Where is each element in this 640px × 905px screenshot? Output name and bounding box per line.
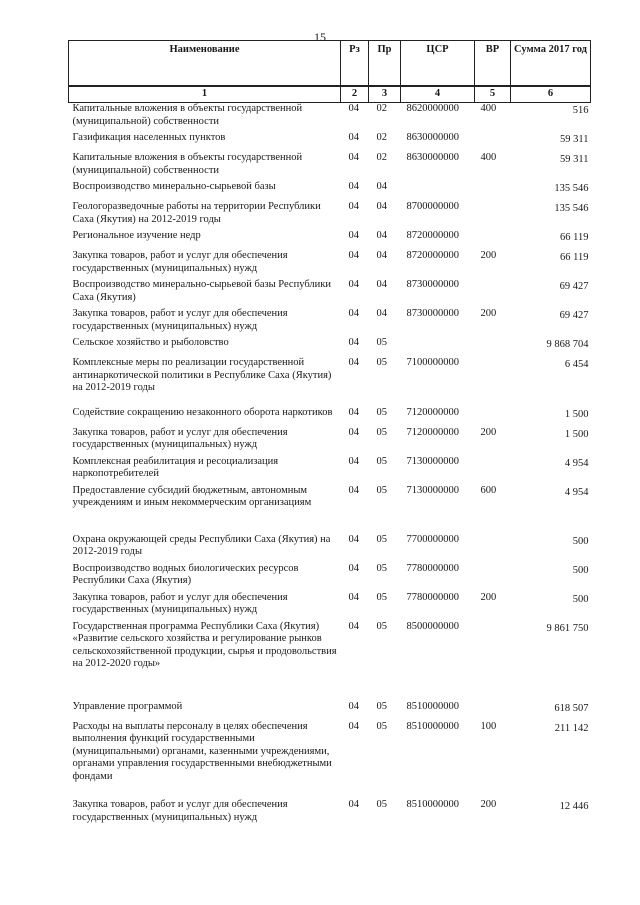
row-pr-cell: 05	[376, 455, 387, 467]
row-pr-cell: 02	[376, 103, 387, 114]
row-sum-cell: 1 500	[564, 408, 589, 420]
row-csr-cell: 8500000000	[406, 620, 459, 632]
row-rz-cell: 04	[348, 230, 359, 241]
row-sum-cell: 9 861 750	[546, 622, 589, 634]
row-name-cell: Воспроизводство минерально-сырьевой базы	[72, 181, 276, 192]
table-row	[69, 103, 591, 133]
table-row	[69, 230, 591, 250]
row-vr-cell	[475, 407, 511, 427]
row-rz-cell: 04	[348, 250, 359, 261]
row-pr-cell: 05	[376, 426, 387, 438]
row-pr-cell: 05	[376, 562, 387, 574]
row-vr-cell: 200	[480, 308, 497, 319]
table-row	[69, 308, 591, 337]
header-csr: ЦСР	[401, 41, 475, 87]
row-csr-cell: 7120000000	[406, 406, 459, 418]
row-csr-cell: 8720000000	[406, 230, 459, 241]
header-sum: Сумма 2017 год	[511, 41, 591, 87]
row-csr-cell: 8510000000	[406, 720, 459, 732]
row-name-cell: Воспроизводство водных биологических ресурсов Республики Саха (Якутия)	[72, 562, 299, 586]
row-rz-cell: 04	[348, 337, 359, 348]
row-name-cell: Геологоразведочные работы на территории Республики Саха (Якутия) на 2012-2019 годы	[72, 201, 321, 225]
table-row	[69, 621, 591, 701]
row-pr-cell: 04	[376, 308, 387, 319]
row-csr-cell: 8510000000	[406, 700, 459, 712]
row-csr-cell: 8510000000	[406, 799, 459, 810]
row-name-cell: Предоставление субсидий бюджетным, автономным учреждениям и иным некоммерческим организациям	[72, 484, 312, 508]
row-pr-cell: 04	[376, 181, 387, 192]
row-sum-cell: 4 954	[564, 457, 589, 469]
row-sum-cell: 500	[572, 564, 589, 576]
row-vr-cell	[475, 279, 511, 308]
row-sum-cell: 4 954	[564, 486, 589, 498]
row-csr-cell: 8730000000	[406, 308, 459, 319]
row-rz-cell: 04	[348, 455, 359, 467]
table-row	[69, 337, 591, 357]
row-pr-cell: 04	[376, 279, 387, 290]
row-csr-cell	[401, 181, 475, 201]
row-pr-cell: 05	[376, 406, 387, 418]
table-row	[69, 407, 591, 427]
row-rz-cell: 04	[348, 720, 359, 732]
row-name-cell: Газификация населенных пунктов	[72, 132, 226, 143]
row-pr-cell: 05	[376, 484, 387, 496]
row-sum-cell: 618 507	[554, 702, 589, 714]
row-pr-cell: 05	[376, 799, 387, 810]
row-csr-cell: 8730000000	[406, 279, 459, 290]
header-vr: ВР	[475, 41, 511, 87]
table-row	[69, 721, 591, 800]
row-name-cell: Комплексные меры по реализации государственной антинаркотической политики в Республике Саха (Якутия) на 2012-2019 годы	[72, 357, 332, 393]
row-sum-cell: 500	[572, 593, 589, 605]
row-vr-cell: 200	[480, 799, 497, 810]
table-row	[69, 563, 591, 592]
row-name-cell: Воспроизводство минерально-сырьевой базы Республики Саха (Якутия)	[72, 279, 331, 303]
table-body	[69, 103, 591, 829]
row-vr-cell: 600	[480, 484, 497, 496]
table-row	[69, 152, 591, 181]
row-pr-cell: 02	[376, 132, 387, 143]
column-number: 1	[69, 86, 341, 103]
row-pr-cell: 04	[376, 201, 387, 212]
row-sum-cell: 66 119	[560, 232, 589, 243]
row-rz-cell: 04	[348, 357, 359, 368]
row-name-cell: Капитальные вложения в объекты государственной (муниципальной) собственности	[72, 103, 303, 127]
row-csr-cell: 7780000000	[406, 562, 459, 574]
table-row	[69, 799, 591, 828]
row-sum-cell: 59 311	[560, 134, 589, 145]
row-pr-cell: 02	[376, 152, 387, 163]
row-sum-cell: 12 446	[559, 801, 589, 812]
row-rz-cell: 04	[348, 103, 359, 114]
row-name-cell: Закупка товаров, работ и услуг для обеспечения государственных (муниципальных) нужд	[72, 426, 288, 450]
row-csr-cell: 7700000000	[406, 533, 459, 545]
row-csr-cell: 8620000000	[406, 103, 459, 114]
row-sum-cell: 6 454	[564, 359, 589, 370]
row-sum-cell: 500	[572, 535, 589, 547]
row-sum-cell: 135 546	[554, 183, 589, 194]
row-rz-cell: 04	[348, 279, 359, 290]
row-vr-cell	[475, 456, 511, 485]
column-number: 4	[401, 86, 475, 103]
row-vr-cell	[475, 621, 511, 701]
table-row	[69, 250, 591, 279]
row-rz-cell: 04	[348, 700, 359, 712]
row-vr-cell	[475, 181, 511, 201]
row-name-cell: Сельское хозяйство и рыболовство	[72, 337, 229, 348]
row-csr-cell	[401, 337, 475, 357]
row-csr-cell: 7130000000	[406, 484, 459, 496]
table-row	[69, 485, 591, 534]
row-csr-cell: 8630000000	[406, 152, 459, 163]
row-vr-cell	[475, 132, 511, 152]
column-number: 2	[341, 86, 369, 103]
budget-table	[68, 40, 591, 828]
row-name-cell: Содействие сокращению незаконного оборота наркотиков	[72, 406, 333, 418]
table-row	[69, 279, 591, 308]
row-name-cell: Капитальные вложения в объекты государственной (муниципальной) собственности	[72, 152, 303, 176]
row-sum-cell: 69 427	[559, 310, 589, 321]
row-pr-cell: 05	[376, 620, 387, 632]
row-name-cell: Закупка товаров, работ и услуг для обеспечения государственных (муниципальных) нужд	[72, 308, 288, 332]
row-vr-cell: 400	[480, 103, 497, 114]
row-rz-cell: 04	[348, 152, 359, 163]
row-vr-cell	[475, 201, 511, 230]
row-pr-cell: 04	[376, 250, 387, 261]
row-name-cell: Закупка товаров, работ и услуг для обеспечения государственных (муниципальных) нужд	[72, 250, 288, 274]
row-vr-cell: 200	[480, 250, 497, 261]
row-pr-cell: 04	[376, 230, 387, 241]
row-vr-cell: 200	[480, 426, 497, 438]
row-rz-cell: 04	[348, 591, 359, 603]
row-vr-cell	[475, 230, 511, 250]
row-rz-cell: 04	[348, 533, 359, 545]
table-row	[69, 427, 591, 456]
row-csr-cell: 8720000000	[406, 250, 459, 261]
row-csr-cell: 8630000000	[406, 132, 459, 143]
row-vr-cell	[475, 357, 511, 407]
row-name-cell: Расходы на выплаты персоналу в целях обеспечения выполнения функций государственными (муниципальными) органами, казенными учреждениями, органами управления государственными внебюджетными фондами	[72, 720, 332, 782]
row-pr-cell: 05	[376, 720, 387, 732]
column-number: 5	[475, 86, 511, 103]
row-name-cell: Управление программой	[72, 700, 183, 712]
row-sum-cell: 516	[572, 105, 589, 116]
row-rz-cell: 04	[348, 620, 359, 632]
row-pr-cell: 05	[376, 533, 387, 545]
row-pr-cell: 05	[376, 700, 387, 712]
row-pr-cell: 05	[376, 337, 387, 348]
row-vr-cell	[475, 534, 511, 563]
row-sum-cell: 69 427	[559, 281, 589, 292]
row-vr-cell	[475, 563, 511, 592]
row-vr-cell	[475, 337, 511, 357]
column-number-row	[69, 86, 591, 103]
row-vr-cell	[475, 701, 511, 721]
row-pr-cell: 05	[376, 591, 387, 603]
row-sum-cell: 135 546	[554, 203, 589, 214]
header-pr: Пр	[369, 41, 401, 87]
table-row	[69, 181, 591, 201]
row-vr-cell: 100	[480, 720, 497, 732]
row-sum-cell: 59 311	[560, 154, 589, 165]
row-csr-cell: 8700000000	[406, 201, 459, 212]
row-pr-cell: 05	[376, 357, 387, 368]
row-csr-cell: 7780000000	[406, 591, 459, 603]
row-name-cell: Региональное изучение недр	[72, 230, 201, 241]
header-row	[69, 41, 591, 87]
row-rz-cell: 04	[348, 799, 359, 810]
table-row	[69, 592, 591, 621]
header-name: Наименование	[69, 41, 341, 87]
table-row	[69, 534, 591, 563]
row-csr-cell: 7130000000	[406, 455, 459, 467]
row-rz-cell: 04	[348, 201, 359, 212]
row-rz-cell: 04	[348, 406, 359, 418]
budget-sheet	[68, 40, 590, 828]
page-number: 15	[314, 30, 326, 44]
row-rz-cell: 04	[348, 484, 359, 496]
row-rz-cell: 04	[348, 181, 359, 192]
table-row	[69, 132, 591, 152]
row-name-cell: Охрана окружающей среды Республики Саха (Якутия) на 2012-2019 годы	[72, 533, 331, 557]
row-rz-cell: 04	[348, 426, 359, 438]
table-row	[69, 701, 591, 721]
row-name-cell: Комплексная реабилитация и ресоциализация наркопотребителей	[72, 455, 279, 479]
row-sum-cell: 66 119	[560, 252, 589, 263]
row-name-cell: Закупка товаров, работ и услуг для обеспечения государственных (муниципальных) нужд	[72, 799, 288, 823]
row-sum-cell: 1 500	[564, 428, 589, 440]
column-number: 3	[369, 86, 401, 103]
row-name-cell: Государственная программа Республики Саха (Якутия) «Развитие сельского хозяйства и регулирование рынков сельскохозяйственной продукции, сырья и продовольствия на 2012-2020 годы»	[72, 620, 337, 669]
row-rz-cell: 04	[348, 132, 359, 143]
row-csr-cell: 7120000000	[406, 426, 459, 438]
row-vr-cell: 200	[480, 591, 497, 603]
row-csr-cell: 7100000000	[406, 357, 459, 368]
header-rz: Рз	[341, 41, 369, 87]
table-row	[69, 201, 591, 230]
row-vr-cell: 400	[480, 152, 497, 163]
row-rz-cell: 04	[348, 308, 359, 319]
row-rz-cell: 04	[348, 562, 359, 574]
row-sum-cell: 9 868 704	[546, 339, 589, 350]
row-sum-cell: 211 142	[554, 722, 589, 734]
table-row	[69, 456, 591, 485]
row-name-cell: Закупка товаров, работ и услуг для обеспечения государственных (муниципальных) нужд	[72, 591, 288, 615]
table-row	[69, 357, 591, 407]
column-number: 6	[511, 86, 591, 103]
